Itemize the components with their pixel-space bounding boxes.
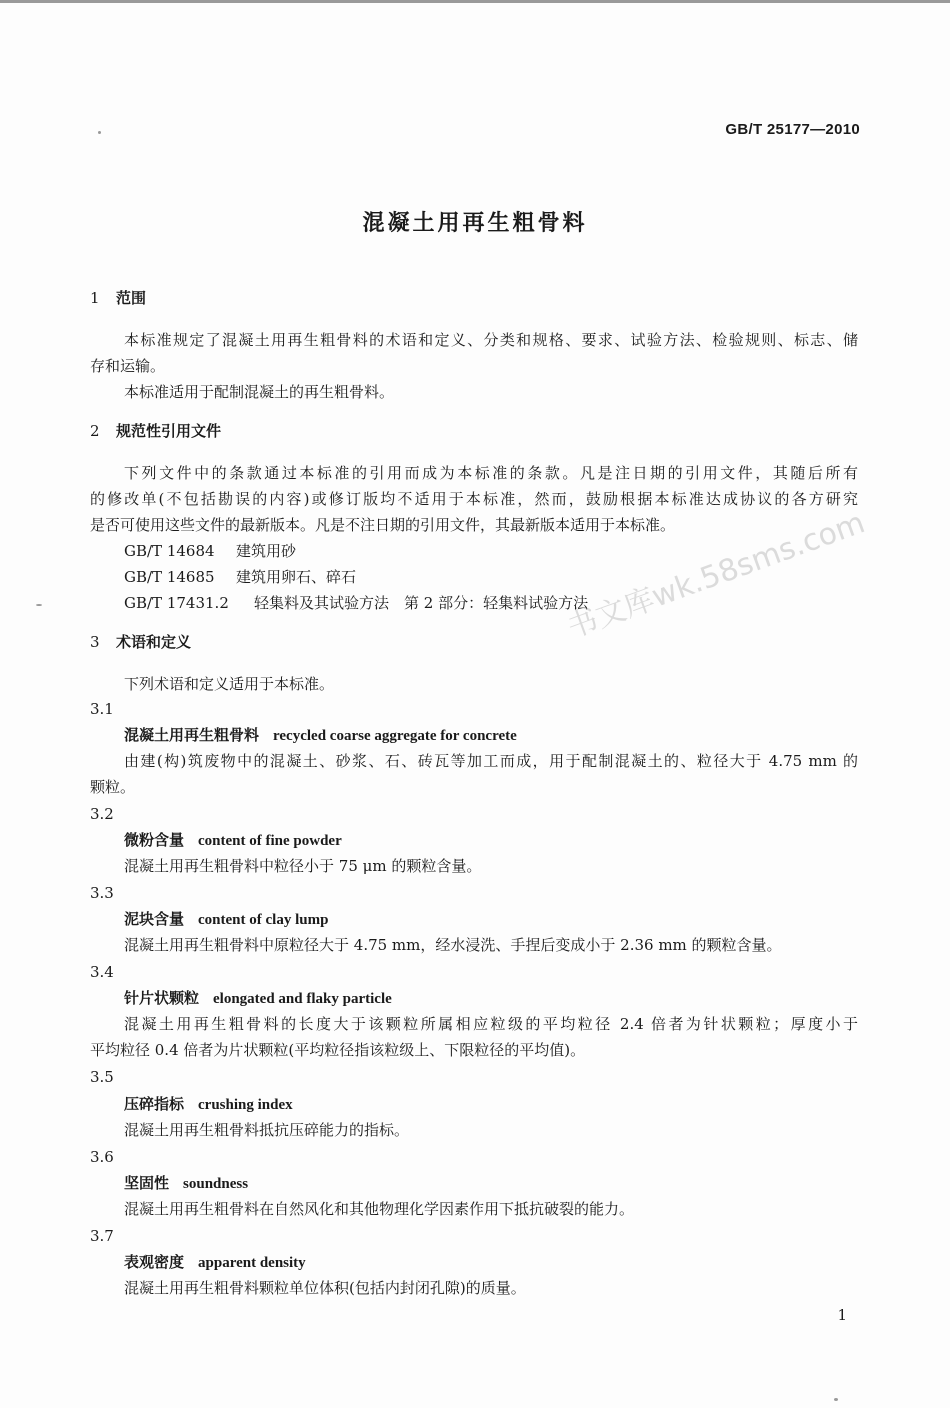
term-english: elongated and flaky particle xyxy=(213,991,392,1007)
term-definition: 颗粒。 xyxy=(90,778,136,796)
scan-speck xyxy=(36,604,42,606)
term-number: 3.6 xyxy=(90,1148,114,1166)
reference-code: GB/T 17431.2 xyxy=(124,594,229,612)
reference-code: GB/T 14685 xyxy=(124,568,215,586)
term-chinese: 泥块含量 xyxy=(124,910,185,928)
paragraph-line: 下列术语和定义适用于本标准。 xyxy=(124,675,335,693)
term-number: 3.7 xyxy=(90,1227,114,1245)
paragraph-line: 的修改单(不包括勘误的内容)或修订版均不适用于本标准，然而，鼓励根据本标准达成协议的各方研究 xyxy=(90,490,858,508)
term-definition: 混凝土用再生粗骨料中原粒径大于 4.75 mm，经水浸洗、手捏后变成小于 2.36 mm 的颗粒含量。 xyxy=(124,936,782,954)
term-definition: 混凝土用再生粗骨料颗粒单位体积(包括内封闭孔隙)的质量。 xyxy=(124,1279,526,1297)
term-english: recycled coarse aggregate for concrete xyxy=(273,728,517,744)
term-heading xyxy=(124,909,328,930)
term-definition: 混凝土用再生粗骨料的长度大于该颗粒所属相应粒级的平均粒径 2.4 倍者为针状颗粒；厚度小于 xyxy=(124,1015,858,1033)
term-chinese: 表观密度 xyxy=(124,1253,185,1271)
page-number: 1 xyxy=(837,1306,847,1324)
term-chinese: 混凝土用再生粗骨料 xyxy=(124,726,260,744)
term-heading xyxy=(124,1252,306,1273)
term-definition: 混凝土用再生粗骨料抵抗压碎能力的指标。 xyxy=(124,1121,410,1139)
paragraph-line: 本标准适用于配制混凝土的再生粗骨料。 xyxy=(124,383,395,401)
section-title: 术语和定义 xyxy=(116,633,192,651)
section-title: 规范性引用文件 xyxy=(116,422,222,440)
term-english: soundness xyxy=(183,1176,249,1192)
paragraph-line: 下列文件中的条款通过本标准的引用而成为本标准的条款。凡是注日期的引用文件，其随后所有 xyxy=(124,464,858,482)
term-definition: 混凝土用再生粗骨料中粒径小于 75 μm 的颗粒含量。 xyxy=(124,857,482,875)
reference-title: 建筑用砂 xyxy=(236,542,297,560)
section-title: 范围 xyxy=(116,289,147,307)
section-number: 2 xyxy=(90,422,100,440)
paragraph-line: 是否可使用这些文件的最新版本。凡是不注日期的引用文件，其最新版本适用于本标准。 xyxy=(90,516,676,534)
term-chinese: 微粉含量 xyxy=(124,831,185,849)
term-english: apparent density xyxy=(198,1255,306,1271)
term-number: 3.4 xyxy=(90,963,114,981)
section-number: 1 xyxy=(90,289,100,307)
paragraph-line: 本标准规定了混凝土用再生粗骨料的术语和定义、分类和规格、要求、试验方法、检验规则、标志、储 xyxy=(124,331,858,349)
term-heading xyxy=(124,725,517,746)
section-heading-scope xyxy=(90,288,146,308)
term-chinese: 针片状颗粒 xyxy=(124,989,200,1007)
top-border-line xyxy=(0,0,950,3)
section-heading-normative xyxy=(90,421,221,441)
term-number: 3.2 xyxy=(90,805,114,823)
term-definition: 混凝土用再生粗骨料在自然风化和其他物理化学因素作用下抵抗破裂的能力。 xyxy=(124,1200,635,1218)
reference-title: 建筑用卵石、碎石 xyxy=(236,568,357,586)
watermark-text: 书文库wk.58sms.com xyxy=(562,505,870,646)
term-heading xyxy=(124,988,392,1009)
term-chinese: 坚固性 xyxy=(124,1174,170,1192)
term-chinese: 压碎指标 xyxy=(124,1095,185,1113)
reference-item xyxy=(124,567,356,587)
term-english: content of clay lump xyxy=(198,912,329,928)
reference-item xyxy=(124,593,588,613)
term-english: crushing index xyxy=(198,1097,293,1113)
term-number: 3.3 xyxy=(90,884,114,902)
reference-title: 轻集料及其试验方法 第 2 部分：轻集料试验方法 xyxy=(254,594,589,612)
term-number: 3.5 xyxy=(90,1068,114,1086)
paragraph-line: 存和运输。 xyxy=(90,357,166,375)
standard-code: GB/T 25177—2010 xyxy=(725,121,860,138)
scan-speck xyxy=(834,1398,838,1401)
term-number: 3.1 xyxy=(90,700,114,718)
reference-item xyxy=(124,541,296,561)
term-heading xyxy=(124,1094,293,1115)
term-english: content of fine powder xyxy=(198,833,342,849)
reference-code: GB/T 14684 xyxy=(124,542,215,560)
section-heading-terms xyxy=(90,632,191,652)
term-heading xyxy=(124,1173,248,1194)
document-title: 混凝土用再生粗骨料 xyxy=(362,211,588,236)
term-heading xyxy=(124,830,342,851)
scan-speck xyxy=(98,131,101,134)
section-number: 3 xyxy=(90,633,100,651)
term-definition: 平均粒径 0.4 倍者为片状颗粒(平均粒径指该粒级上、下限粒径的平均值)。 xyxy=(90,1041,586,1059)
term-definition: 由建(构)筑废物中的混凝土、砂浆、石、砖瓦等加工而成，用于配制混凝土的、粒径大于 4.75 mm 的 xyxy=(124,752,858,770)
